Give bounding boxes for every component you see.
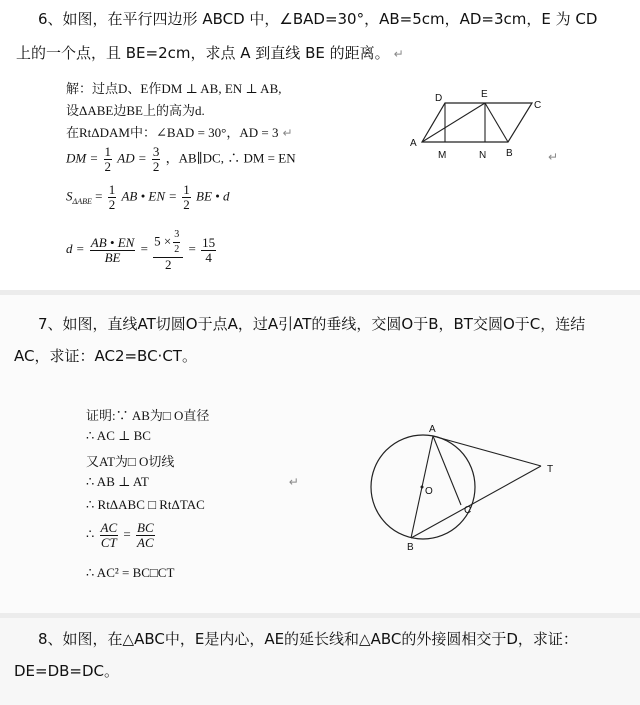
return-mark-icon: ↵ <box>282 126 293 140</box>
area-subscript: ΔABE <box>72 197 92 207</box>
numerator: BC <box>137 520 154 535</box>
area-ab-en: AB • EN = <box>121 188 178 204</box>
fraction-ab-en-over-be <box>90 236 136 265</box>
fraction-one-half <box>108 183 117 212</box>
label-b: B <box>407 542 414 550</box>
solution-line-3-wrap <box>66 122 293 141</box>
proof-line-5: ∴ RtΔABC □ RtΔTAC <box>86 497 205 512</box>
proof-line-2: ∴ AC ⊥ BC <box>86 428 151 443</box>
solution-line-3: 在RtΔDAM中：∠BAD = 30°，AD = 3 <box>66 125 279 140</box>
label-e: E <box>481 89 488 100</box>
label-c: C <box>534 100 542 111</box>
therefore-symbol: ∴ <box>86 526 95 542</box>
denominator: 4 <box>201 250 216 265</box>
numerator: AB • EN <box>90 234 135 250</box>
denominator: 2 <box>153 257 183 272</box>
numerator: 15 <box>202 234 216 250</box>
equation-d <box>66 228 218 272</box>
fraction-ac-over-ct <box>100 521 119 550</box>
denominator: 2 <box>152 159 160 174</box>
fraction-bc-over-ac <box>136 521 155 550</box>
parallelogram-abcd <box>422 103 532 142</box>
area-symbol: S <box>66 188 73 204</box>
equation-dm <box>66 145 296 174</box>
segment-ac <box>433 436 461 505</box>
parallelogram-figure <box>400 80 570 175</box>
problem-8-statement-line2: DE=DB=DC。 <box>14 662 120 680</box>
problem-8-statement-line1: 8、如图，在△ABC中，E是内心，AE的延长线和△ABC的外接圆相交于D，求证： <box>38 630 578 648</box>
fraction-one-half <box>104 145 113 174</box>
proof-line-3: 又AT为□ O切线 <box>86 454 175 469</box>
d-lhs: d = <box>66 240 85 256</box>
numerator: AC <box>100 520 118 535</box>
label-n: N <box>479 150 487 161</box>
equals-sign: = <box>140 240 148 256</box>
equation-area <box>66 183 229 212</box>
denominator: 2 <box>174 244 180 255</box>
dm-mid: AD = <box>117 150 147 166</box>
label-t: T <box>547 464 554 475</box>
numerator: 3 <box>152 144 160 159</box>
problem-8-section <box>0 618 640 705</box>
problem-7-statement-line1: 7、如图，直线AT切圆O于点A，过A引AT的垂线，交圆O于B，BT交圆O于C，连结 <box>38 315 586 333</box>
problem-7-statement-line2: AC，求证：AC2=BC·CT。 <box>14 347 197 365</box>
numerator: 1 <box>183 182 190 197</box>
circle-tangent-figure <box>365 420 575 550</box>
label-c: C <box>464 505 472 516</box>
area-be-d: BE • d <box>196 188 230 204</box>
problem-6-statement-line2: 上的一个点，且 BE=2cm，求点 A 到直线 BE 的距离。 <box>16 44 390 62</box>
proof-line-4: ∴ AB ⊥ AT <box>86 474 149 489</box>
denominator: 2 <box>104 159 111 174</box>
return-mark-icon: ↵ <box>548 150 559 164</box>
fraction-three-halves <box>152 145 161 174</box>
segment-eb <box>485 103 508 142</box>
numerator: 3 <box>174 229 180 240</box>
five-times: 5 × <box>154 233 172 249</box>
dm-tail: ，AB∥DC, ∴ DM = EN <box>165 150 296 166</box>
denominator: 2 <box>108 197 116 212</box>
problem-6-statement-line1: 6、如图，在平行四边形 ABCD 中，∠BAD=30°，AB=5cm，AD=3cm，E 为 CD <box>38 10 598 28</box>
fraction-three-halves <box>173 228 180 257</box>
dm-lhs: DM = <box>66 150 99 166</box>
compound-numerator <box>153 228 183 257</box>
denominator: BE <box>90 250 136 265</box>
segment-ae <box>422 103 485 142</box>
problem-6-statement-line2-wrap <box>16 38 404 69</box>
return-mark-icon: ↵ <box>288 475 299 489</box>
proof-line-1: 证明:∵ AB为□ O直径 <box>86 408 210 423</box>
label-m: M <box>438 150 447 161</box>
solution-line-2: 设ΔABE边BE上的高为d. <box>66 103 205 118</box>
numerator: 1 <box>104 144 111 159</box>
denominator: 2 <box>183 197 190 212</box>
equals-sign: = <box>95 188 103 204</box>
fraction-one-half <box>182 183 191 212</box>
label-a: A <box>429 424 436 435</box>
fraction-compound <box>153 228 183 272</box>
label-a: A <box>410 138 417 149</box>
segment-bt <box>411 466 541 538</box>
equals-sign: = <box>188 240 196 256</box>
solution-line-1: 解：过点D、E作DM ⊥ AB, EN ⊥ AB, <box>66 81 282 96</box>
proof-conclusion: ∴ AC² = BC□CT <box>86 565 175 580</box>
return-mark-icon: ↵ <box>393 47 404 61</box>
center-point <box>421 486 424 489</box>
denominator: AC <box>137 535 154 550</box>
denominator: CT <box>100 535 117 550</box>
tangent-at <box>433 436 541 466</box>
numerator: 1 <box>108 182 116 197</box>
proof-line-4-wrap <box>86 474 299 490</box>
label-d: D <box>435 93 443 104</box>
fraction-result <box>201 236 216 265</box>
label-o: O <box>425 486 433 497</box>
proof-ratio <box>86 521 157 550</box>
problem-7-section <box>0 295 640 615</box>
label-b: B <box>506 148 513 159</box>
equals-sign: = <box>123 526 131 542</box>
problem-6-section <box>0 0 640 290</box>
